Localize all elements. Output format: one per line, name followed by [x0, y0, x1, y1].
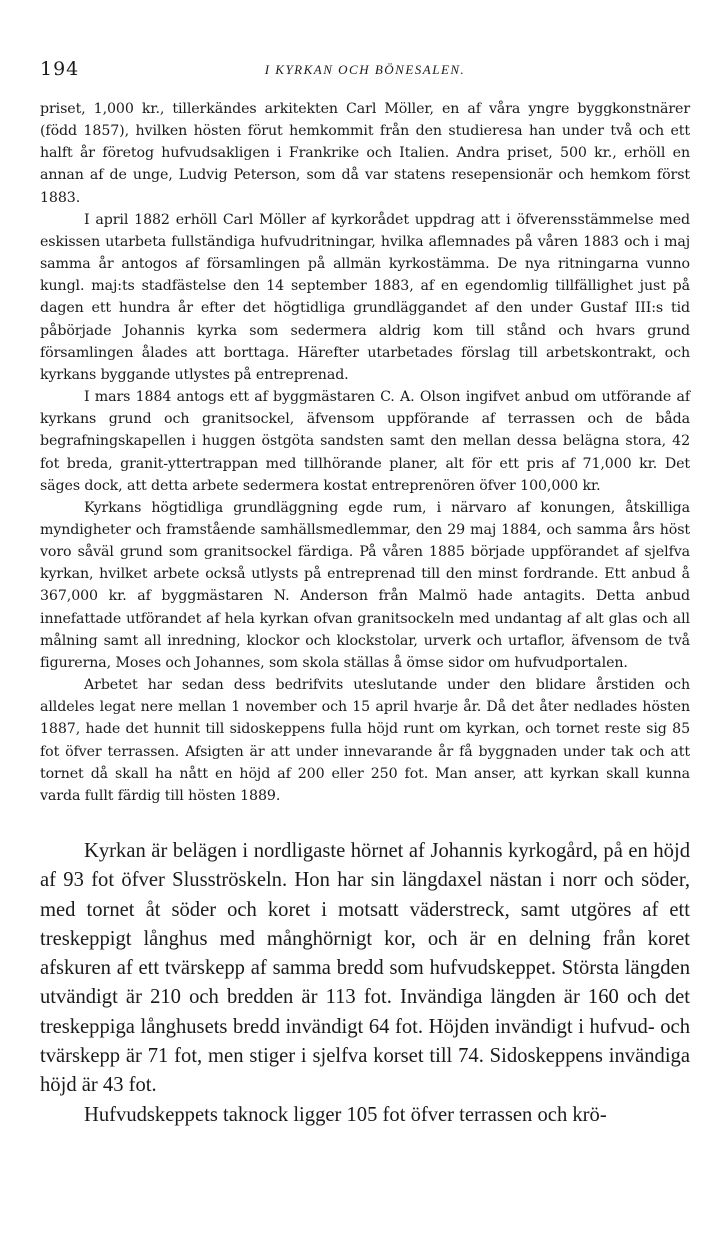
paragraph-small-1: priset, 1,000 kr., tillerkändes arkitekten Carl Möller, en af våra yngre byggkonstnärer (född 1857), hvilken hösten förut hemkommit från den studieresa han under två och ett halft år företog hufvudsakligen i Frankrike och Italien. Andra priset, 500 kr., erhöll en annan af de unge, Ludvig Peterson, som då var statens resepensionär och hemkom först 1883.: [40, 101, 690, 206]
large-print-section: [40, 837, 690, 1130]
page-header: [40, 58, 690, 88]
paragraph-small-5: Arbetet har sedan dess bedrifvits uteslutande under den blidare årstiden och alldeles legat nere mellan 1 november och 15 april hvarje år. Då det åter nedlades hösten 1887, hade det hunnit till sidoskeppens fulla höjd runt om kyrkan, och tornet reste sig 85 fot öfver terrassen. Afsigten är att under innevarande år få byggnaden under tak och att tornet då skall ha nått en höjd af 200 eller 250 fot. Man anser, att kyrkan skall kunna varda fullt färdig till hösten 1889.: [40, 677, 690, 804]
paragraph-large-1: Kyrkan är belägen i nordligaste hörnet af Johannis kyrkogård, på en höjd af 93 fot öfver Slusströskeln. Hon har sin längdaxel nästan i norr och söder, med tornet åt söder och koret i motsatt väderstreck, samt utgöres af ett treskeppigt långhus med månghörnigt kor, och är en delning från koret afskuren af ett tvärskepp af samma bredd som hufvudskeppet. Största längden utvändigt är 210 och bredden är 113 fot. Invändiga längden är 160 och det treskeppiga långhusets bredd invändigt 64 fot. Höjden invändigt i hufvud- och tvärskepp är 71 fot, men stiger i sjelfva korset till 74. Sidoskeppens invändiga höjd är 43 fot.: [40, 840, 690, 1097]
paragraph-large-2: Hufvudskeppets taknock ligger 105 fot öfver terrassen och krö-: [84, 1103, 607, 1126]
running-head: I KYRKAN OCH BÖNESALEN.: [264, 62, 466, 77]
paragraph-small-3: I mars 1884 antogs ett af byggmästaren C. A. Olson ingifvet anbud om utförande af kyrkans grund och granitsockel, äfvensom uppförande af terrassen och de båda begrafningskapellen i huggen östgöta sandsten samt den mellan dessa belägna stora, 42 fot breda, granit-yttertrappan med tillhörande planer, alt för ett pris af 71,000 kr. Det säges dock, att detta arbete sedermera kostat entreprenören öfver 100,000 kr.: [40, 389, 690, 494]
paragraph-small-4: Kyrkans högtidliga grundläggning egde rum, i närvaro af konungen, åtskilliga myndigheter och framstående samhällsmedlemmar, den 29 maj 1884, och samma års höst voro såväl grund som granitsockel färdiga. På våren 1885 började uppförandet af sjelfva kyrkan, hvilket arbete också utlysts på entreprenad till den minst fordrande. Ett anbud å 367,000 kr. af byggmästaren N. Anderson från Malmö hade antagits. Detta anbud innefattade utförandet af hela kyrkan ofvan granitsockeln med undantag af alt glas och all målning samt all inredning, klockor och klockstolar, urverk och urtaflor, äfvensom de två figurerna, Moses och Johannes, som skola ställas å ömse sidor om hufvudportalen.: [40, 499, 690, 671]
book-page: [40, 58, 690, 1130]
page-number: 194: [40, 58, 80, 80]
paragraph-small-2: I april 1882 erhöll Carl Möller af kyrkorådet uppdrag att i öfverensstämmelse med eskissen utarbeta fullständiga hufvudritningar, hvilka aflemnades på våren 1883 och i maj samma år antogos af församlingen på allmän kyrkostämma. De nya ritningarna vunno kungl. maj:ts stadfästelse den 14 september 1883, af en egendomlig tillfällighet just på dagen ett hundra år efter det högtidliga grundläggandet af den under Gustaf III:s tid påbörjade Johannis kyrka som sedermera aldrig kom till stånd och hvars grund församlingen ålades att borttaga. Härefter utarbetades förslag till arbetskontrakt, och kyrkans byggande utlystes på entreprenad.: [40, 211, 690, 383]
small-print-section: [40, 98, 690, 807]
